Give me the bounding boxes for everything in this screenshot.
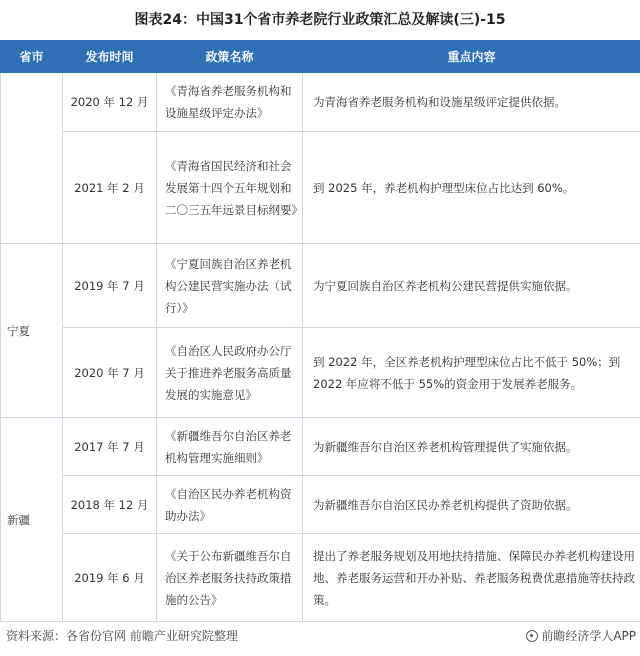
policy-name-cell: 《青海省国民经济和社会发展第十四个五年规划和二〇三五年远景目标纲要》 — [157, 132, 303, 244]
key-content-cell: 提出了养老服务规划及用地扶持措施、保障民办养老机构建设用地、养老服务运营和开办补贴、养老服务税费优惠措施等扶持政策。 — [303, 534, 640, 622]
footer — [0, 622, 640, 650]
brand — [526, 622, 636, 650]
policy-name-cell: 《关于公布新疆维吾尔自治区养老服务扶持政策措施的公告》 — [157, 534, 303, 622]
policy-name-cell: 《自治区人民政府办公厅关于推进养老服务高质量发展的实施意见》 — [157, 328, 303, 418]
key-content-cell: 为新疆维吾尔自治区养老机构管理提供了实施依据。 — [303, 418, 640, 476]
table-row — [1, 244, 640, 328]
date-cell: 2017 年 7 月 — [63, 418, 157, 476]
date-cell: 2018 年 12 月 — [63, 476, 157, 534]
key-content-cell: 为宁夏回族自治区养老机构公建民营提供实施依据。 — [303, 244, 640, 328]
date-cell: 2019 年 6 月 — [63, 534, 157, 622]
province-cell: 宁夏 — [1, 244, 63, 418]
key-content-cell: 为青海省养老服务机构和设施星级评定提供依据。 — [303, 73, 640, 132]
date-cell: 2020 年 12 月 — [63, 73, 157, 132]
key-content-cell: 到 2022 年，全区养老机构护理型床位占比不低于 50%；到 2022 年应将不低于 55%的资金用于发展养老服务。 — [303, 328, 640, 418]
key-content-cell: 到 2025 年，养老机构护理型床位占比达到 60%。 — [303, 132, 640, 244]
date-cell: 2021 年 2 月 — [63, 132, 157, 244]
policy-name-cell: 《新疆维吾尔自治区养老机构管理实施细则》 — [157, 418, 303, 476]
header-key-content: 重点内容 — [303, 41, 640, 73]
chart-title: 图表24：中国31个省市养老院行业政策汇总及解读(三)-15 — [134, 12, 506, 28]
table-row — [1, 73, 640, 132]
date-cell: 2019 年 7 月 — [63, 244, 157, 328]
policy-name-cell: 《宁夏回族自治区养老机构公建民营实施办法（试行）》 — [157, 244, 303, 328]
source-note: 资料来源：各省份官网 前瞻产业研究院整理 — [6, 629, 238, 643]
province-cell: 新疆 — [1, 418, 63, 622]
province-cell — [1, 73, 63, 244]
key-content-cell: 为新疆维吾尔自治区民办养老机构提供了资助依据。 — [303, 476, 640, 534]
brand-label: 前瞻经济学人APP — [541, 629, 636, 643]
table-row — [1, 328, 640, 418]
policy-table — [0, 40, 640, 622]
header-policy-name: 政策名称 — [157, 41, 303, 73]
date-cell: 2020 年 7 月 — [63, 328, 157, 418]
policy-name-cell: 《自治区民办养老机构资助办法》 — [157, 476, 303, 534]
header-date: 发布时间 — [63, 41, 157, 73]
header-province: 省市 — [1, 41, 63, 73]
table-row — [1, 476, 640, 534]
table-row — [1, 534, 640, 622]
brand-logo-icon — [526, 630, 538, 642]
table-row — [1, 418, 640, 476]
table-row — [1, 132, 640, 244]
table-header-row — [1, 41, 640, 73]
policy-name-cell: 《青海省养老服务机构和设施星级评定办法》 — [157, 73, 303, 132]
